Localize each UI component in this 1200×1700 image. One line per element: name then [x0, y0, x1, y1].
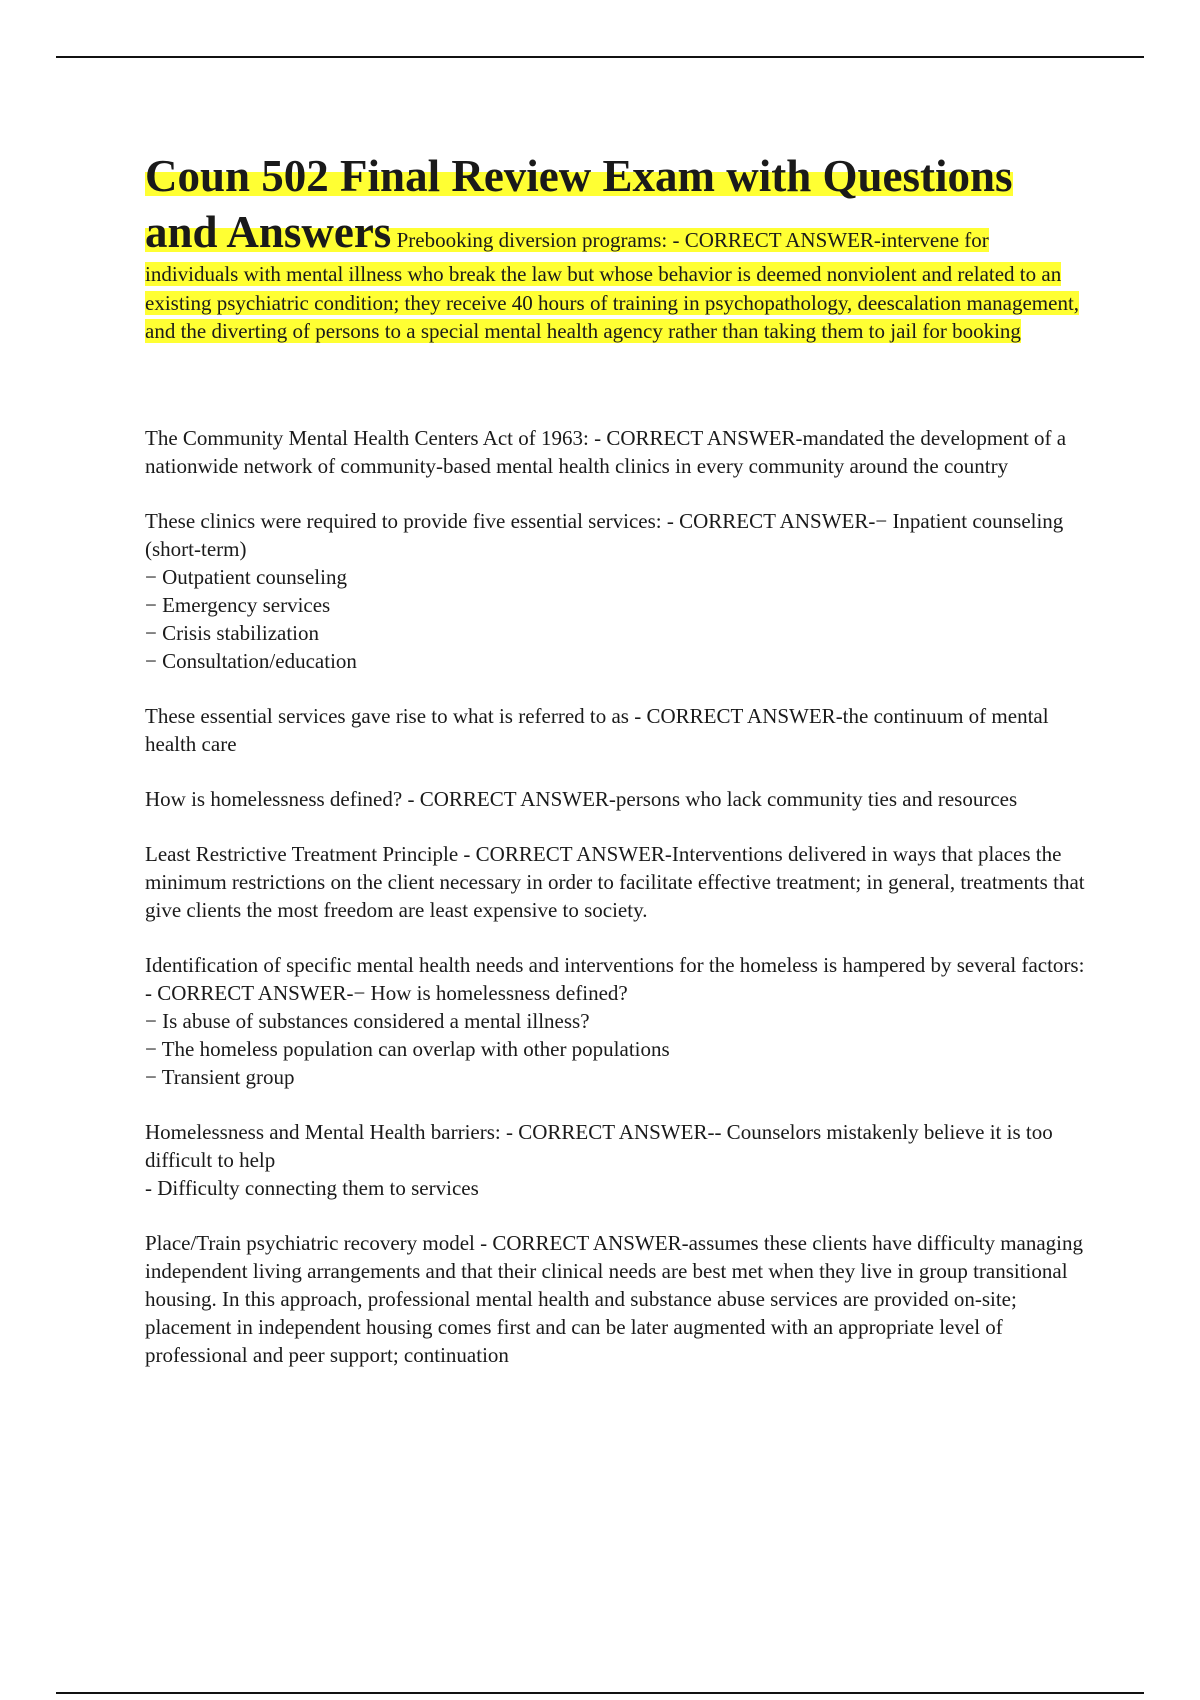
qa-item: Least Restrictive Treatment Principle - CORRECT ANSWER-Interventions delivered in ways that places the minimum restrictions on the client necessary in order to facilitate effective treatment; in general, treatments that give clients the most freedom are least expensive to society. [145, 842, 1085, 922]
top-rule [56, 56, 1144, 58]
bottom-rule [56, 1692, 1144, 1694]
qa-list [145, 424, 1095, 1396]
intro-text: Prebooking diversion programs: - CORRECT ANSWER-intervene for individuals with mental illness who break the law but whose behavior is deemed nonviolent and related to an existing psychiatric condition; they receive 40 hours of training in psychopathology, deescalation management, and the diverting of persons to a special mental health agency rather than taking them to jail for booking [145, 228, 1080, 343]
document-title: Coun 502 Final Review Exam with Questions and Answers [145, 151, 1013, 257]
qa-item: These essential services gave rise to what is referred to as - CORRECT ANSWER-the continuum of mental health care [145, 704, 1049, 756]
qa-item: How is homelessness defined? - CORRECT ANSWER-persons who lack community ties and resources [145, 787, 1018, 811]
qa-item: These clinics were required to provide five essential services: - CORRECT ANSWER-− Inpatient counseling (short-term) − Outpatient counseling − Emergency services − Crisis stabilization − Consultation/education [145, 509, 1064, 673]
qa-item: Identification of specific mental health needs and interventions for the homeless is hampered by several factors: - CORRECT ANSWER-− How is homelessness defined? − Is abuse of substances considered a mental illness? − The homeless population can overlap with other populations − Transient group [145, 953, 1085, 1089]
highlighted-intro [145, 148, 1085, 346]
document-body [145, 148, 1085, 1367]
qa-item: Homelessness and Mental Health barriers: - CORRECT ANSWER-- Counselors mistakenly believe it is too difficult to help - Difficulty connecting them to services [145, 1120, 1053, 1200]
qa-item: Place/Train psychiatric recovery model - CORRECT ANSWER-assumes these clients have difficulty managing independent living arrangements and that their clinical needs are best met when they live in group transitional housing. In this approach, professional mental health and substance abuse services are provided on-site; placement in independent housing comes first and can be later augmented with an appropriate level of professional and peer support; continuation [145, 1231, 1084, 1367]
qa-item: The Community Mental Health Centers Act of 1963: - CORRECT ANSWER-mandated the development of a nationwide network of community-based mental health clinics in every community around the country [145, 426, 1067, 478]
